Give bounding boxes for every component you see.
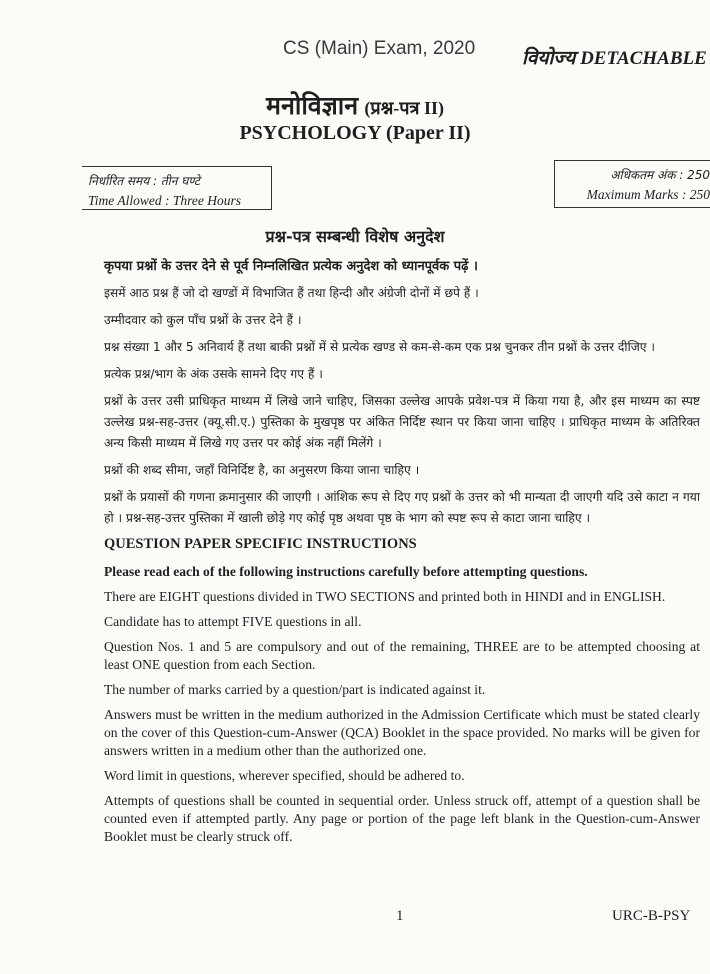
page-number: 1	[396, 908, 404, 924]
hindi-lead: कृपया प्रश्नों के उत्तर देने से पूर्व निम्नलिखित प्रत्येक अनुदेश को ध्यानपूर्वक पढ़ें ।	[104, 259, 478, 274]
maximum-marks-english: Maximum Marks : 250	[586, 187, 710, 202]
english-title-main: PSYCHOLOGY	[239, 122, 381, 144]
time-allowed-english: Time Allowed : Three Hours	[88, 193, 242, 208]
time-allowed-box	[82, 166, 272, 210]
detachable-label: वियोज्य DETACHABLE	[522, 48, 707, 69]
english-instruction: The number of marks carried by a question/part is indicated against it.	[104, 682, 486, 697]
hindi-title-main: मनोविज्ञान	[266, 93, 359, 120]
english-instruction: Question Nos. 1 and 5 are compulsory and out of the remaining, THREE are to be attempted choosing at least ONE question from each Section.	[104, 639, 700, 672]
english-title	[0, 122, 710, 145]
english-instructions-heading: QUESTION PAPER SPECIFIC INSTRUCTIONS	[104, 536, 417, 552]
hindi-instruction: प्रश्नों के प्रयासों की गणना क्रमानुसार की जाएगी । आंशिक रूप से दिए गए प्रश्नों के उत्तर को भी मान्यता दी जाएगी यदि उसे काटा न गया हो । प्रश्न-सह-उत्तर पुस्तिका में खाली छोड़े गए कोई पृष्ठ अथवा पृष्ठ के भाग को स्पष्ट रूप से काटा जाना चाहिए ।	[104, 490, 700, 525]
maximum-marks-box	[554, 160, 710, 208]
time-allowed-hindi: निर्धारित समय : तीन घण्टे	[88, 174, 200, 188]
english-instruction: Attempts of questions shall be counted in sequential order. Unless struck off, attempt of a question shall be counted even if attempted partly. Any page or portion of the page left blank in the Question-cum-Answer Booklet must be clearly struck off.	[104, 793, 700, 844]
hindi-instruction: इसमें आठ प्रश्न हैं जो दो खण्डों में विभाजित हैं तथा हिन्दी और अंग्रेजी दोनों में छपे हैं ।	[104, 286, 479, 300]
hindi-instructions-heading: प्रश्न-पत्र सम्बन्धी विशेष अनुदेश	[265, 227, 445, 246]
english-instruction: Candidate has to attempt FIVE questions in all.	[104, 614, 362, 629]
english-instruction: Answers must be written in the medium authorized in the Admission Certificate which must be stated clearly on the cover of this Question-cum-Answer (QCA) Booklet in the space provided. No marks will be given for answers written in a medium other than the authorized one.	[104, 707, 700, 758]
hindi-instruction: उम्मीदवार को कुल पाँच प्रश्नों के उत्तर देने हैं ।	[104, 313, 302, 327]
instructions-body	[104, 256, 700, 853]
paper-code: URC-B-PSY	[612, 908, 691, 924]
english-instruction: Word limit in questions, wherever specified, should be adhered to.	[104, 768, 465, 783]
hindi-title-sub: (प्रश्न-पत्र II)	[364, 98, 444, 118]
maximum-marks-hindi: अधिकतम अंक : 250	[610, 168, 710, 182]
hindi-title	[0, 88, 710, 122]
hindi-instruction: प्रश्नों की शब्द सीमा, जहाँ विनिर्दिष्ट है, का अनुसरण किया जाना चाहिए ।	[104, 463, 420, 477]
hindi-instruction: प्रश्नों के उत्तर उसी प्राधिकृत माध्यम में लिखे जाने चाहिए, जिसका उल्लेख आपके प्रवेश-पत्र में किया गया है, और इस माध्यम का स्पष्ट उल्लेख प्रश्न-सह-उत्तर (क्यू.सी.ए.) पुस्तिका के मुखपृष्ठ पर अंकित निर्दिष्ट स्थान पर किया जाना चाहिए । प्राधिकृत माध्यम के अतिरिक्त अन्य किसी माध्यम में लिखे गए उत्तर पर कोई अंक नहीं मिलेंगे ।	[104, 394, 700, 450]
english-title-sub: (Paper II)	[385, 122, 471, 144]
hindi-instruction: प्रत्येक प्रश्न/भाग के अंक उसके सामने दिए गए हैं ।	[104, 367, 323, 381]
exam-header: CS (Main) Exam, 2020	[283, 38, 476, 59]
english-instruction: There are EIGHT questions divided in TWO SECTIONS and printed both in HINDI and in ENGLISH.	[104, 589, 666, 604]
english-lead: Please read each of the following instructions carefully before attempting questions.	[104, 564, 588, 579]
hindi-instruction: प्रश्न संख्या 1 और 5 अनिवार्य हैं तथा बाकी प्रश्नों में से प्रत्येक खण्ड से कम-से-कम एक प्रश्न चुनकर तीन प्रश्नों के उत्तर दीजिए ।	[104, 340, 655, 354]
